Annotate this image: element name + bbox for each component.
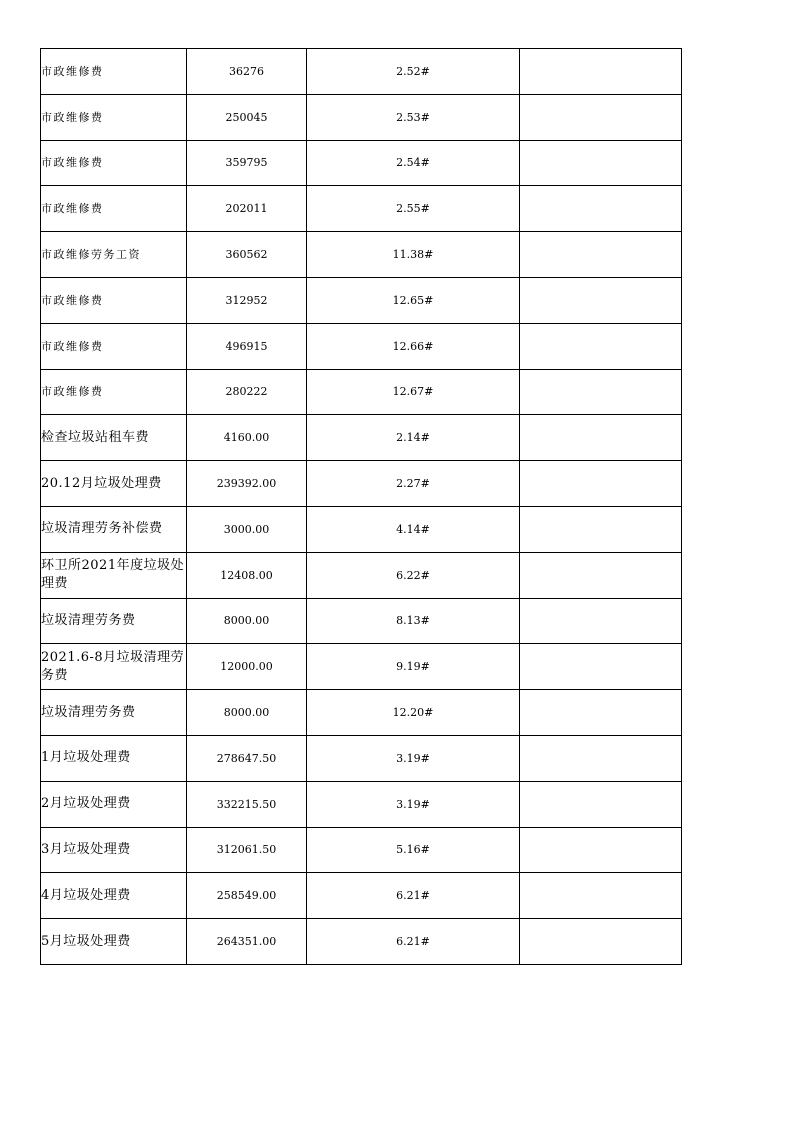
table-row xyxy=(41,735,682,781)
amount-cell: 36276 xyxy=(187,49,307,95)
voucher-ref-cell: 6.22# xyxy=(307,552,520,598)
table-row xyxy=(41,415,682,461)
note-cell xyxy=(520,781,682,827)
table-row xyxy=(41,552,682,598)
item-name-cell: 市政维修费 xyxy=(41,277,187,323)
amount-cell: 332215.50 xyxy=(187,781,307,827)
note-cell xyxy=(520,644,682,690)
voucher-ref-cell: 5.16# xyxy=(307,827,520,873)
item-name-cell: 4月垃圾处理费 xyxy=(41,873,187,919)
note-cell xyxy=(520,140,682,186)
note-cell xyxy=(520,277,682,323)
voucher-ref-cell: 8.13# xyxy=(307,598,520,644)
table-row xyxy=(41,919,682,965)
voucher-ref-cell: 2.14# xyxy=(307,415,520,461)
voucher-ref-cell: 4.14# xyxy=(307,506,520,552)
voucher-ref-cell: 6.21# xyxy=(307,919,520,965)
table-row xyxy=(41,506,682,552)
voucher-ref-cell: 12.65# xyxy=(307,277,520,323)
table-row xyxy=(41,232,682,278)
amount-cell: 360562 xyxy=(187,232,307,278)
amount-cell: 3000.00 xyxy=(187,506,307,552)
expense-table-body xyxy=(41,49,682,965)
amount-cell: 258549.00 xyxy=(187,873,307,919)
note-cell xyxy=(520,186,682,232)
amount-cell: 278647.50 xyxy=(187,735,307,781)
table-row xyxy=(41,827,682,873)
item-name-cell: 5月垃圾处理费 xyxy=(41,919,187,965)
note-cell xyxy=(520,919,682,965)
item-name-cell: 市政维修劳务工资 xyxy=(41,232,187,278)
voucher-ref-cell: 11.38# xyxy=(307,232,520,278)
table-row xyxy=(41,140,682,186)
amount-cell: 202011 xyxy=(187,186,307,232)
voucher-ref-cell: 3.19# xyxy=(307,781,520,827)
table-row xyxy=(41,277,682,323)
amount-cell: 12000.00 xyxy=(187,644,307,690)
voucher-ref-cell: 6.21# xyxy=(307,873,520,919)
amount-cell: 496915 xyxy=(187,323,307,369)
amount-cell: 250045 xyxy=(187,94,307,140)
voucher-ref-cell: 12.67# xyxy=(307,369,520,415)
table-row xyxy=(41,873,682,919)
table-row xyxy=(41,94,682,140)
table-row xyxy=(41,369,682,415)
table-row xyxy=(41,690,682,736)
amount-cell: 359795 xyxy=(187,140,307,186)
amount-cell: 4160.00 xyxy=(187,415,307,461)
note-cell xyxy=(520,598,682,644)
item-name-cell: 20.12月垃圾处理费 xyxy=(41,461,187,507)
note-cell xyxy=(520,735,682,781)
note-cell xyxy=(520,323,682,369)
note-cell xyxy=(520,49,682,95)
amount-cell: 312952 xyxy=(187,277,307,323)
amount-cell: 264351.00 xyxy=(187,919,307,965)
item-name-cell: 垃圾清理劳务费 xyxy=(41,598,187,644)
item-name-cell: 2021.6-8月垃圾清理劳务费 xyxy=(41,644,187,690)
note-cell xyxy=(520,94,682,140)
voucher-ref-cell: 2.52# xyxy=(307,49,520,95)
table-row xyxy=(41,49,682,95)
amount-cell: 239392.00 xyxy=(187,461,307,507)
voucher-ref-cell: 2.27# xyxy=(307,461,520,507)
item-name-cell: 市政维修费 xyxy=(41,369,187,415)
item-name-cell: 环卫所2021年度垃圾处理费 xyxy=(41,552,187,598)
item-name-cell: 检查垃圾站租车费 xyxy=(41,415,187,461)
voucher-ref-cell: 12.66# xyxy=(307,323,520,369)
table-row xyxy=(41,323,682,369)
table-row xyxy=(41,781,682,827)
item-name-cell: 市政维修费 xyxy=(41,140,187,186)
item-name-cell: 市政维修费 xyxy=(41,49,187,95)
note-cell xyxy=(520,873,682,919)
item-name-cell: 1月垃圾处理费 xyxy=(41,735,187,781)
amount-cell: 280222 xyxy=(187,369,307,415)
table-row xyxy=(41,461,682,507)
note-cell xyxy=(520,461,682,507)
item-name-cell: 2月垃圾处理费 xyxy=(41,781,187,827)
voucher-ref-cell: 3.19# xyxy=(307,735,520,781)
voucher-ref-cell: 2.53# xyxy=(307,94,520,140)
amount-cell: 8000.00 xyxy=(187,690,307,736)
note-cell xyxy=(520,552,682,598)
amount-cell: 312061.50 xyxy=(187,827,307,873)
table-row xyxy=(41,598,682,644)
voucher-ref-cell: 9.19# xyxy=(307,644,520,690)
expense-table xyxy=(40,48,682,965)
note-cell xyxy=(520,506,682,552)
note-cell xyxy=(520,827,682,873)
note-cell xyxy=(520,415,682,461)
note-cell xyxy=(520,690,682,736)
item-name-cell: 垃圾清理劳务补偿费 xyxy=(41,506,187,552)
voucher-ref-cell: 2.54# xyxy=(307,140,520,186)
item-name-cell: 市政维修费 xyxy=(41,323,187,369)
item-name-cell: 垃圾清理劳务费 xyxy=(41,690,187,736)
note-cell xyxy=(520,369,682,415)
item-name-cell: 市政维修费 xyxy=(41,94,187,140)
amount-cell: 12408.00 xyxy=(187,552,307,598)
item-name-cell: 3月垃圾处理费 xyxy=(41,827,187,873)
amount-cell: 8000.00 xyxy=(187,598,307,644)
voucher-ref-cell: 2.55# xyxy=(307,186,520,232)
note-cell xyxy=(520,232,682,278)
table-row xyxy=(41,186,682,232)
voucher-ref-cell: 12.20# xyxy=(307,690,520,736)
item-name-cell: 市政维修费 xyxy=(41,186,187,232)
table-row xyxy=(41,644,682,690)
